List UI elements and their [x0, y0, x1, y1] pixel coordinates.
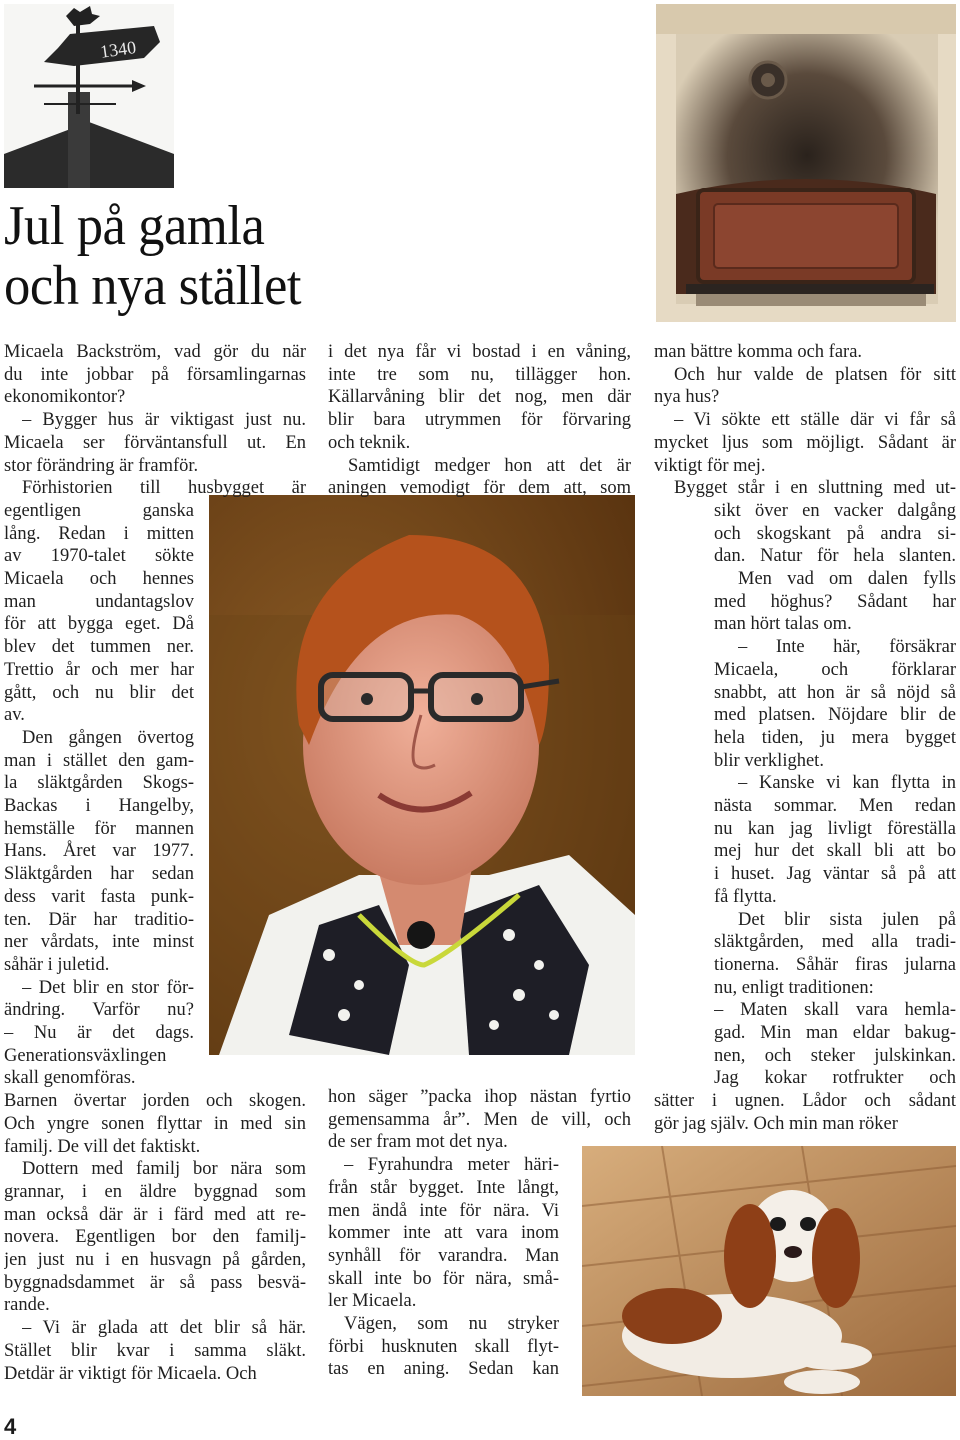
text-line: – Vi är glada att det blir så här. [22, 1318, 306, 1339]
weathervane-photo [4, 4, 174, 188]
text-line: Stället blir kvar i samma släkt. [4, 1340, 306, 1361]
text-line: gått, och nu blir det [4, 682, 194, 703]
text-line: – Bygger hus är viktigast just nu. [22, 410, 306, 431]
text-line: jen just nu i en husvagn på gården, [4, 1250, 306, 1270]
text-line: ten. Där har traditio- [4, 909, 194, 930]
text-line: Micaela och hennes [4, 569, 194, 589]
text-line: Barnen övertar jorden och skogen. [4, 1091, 306, 1112]
text-line: gör jag själv. Och min man röker [654, 1113, 898, 1134]
text-line: sikt över en vacker dalgång [714, 500, 956, 521]
weathervane-year: 1340 [98, 37, 138, 62]
text-line: familj. De vill det faktiskt. [4, 1136, 201, 1157]
text-line: egentligen ganska [4, 500, 194, 521]
text-line: Men vad om dalen fylls [738, 569, 956, 589]
text-line: rande. [4, 1295, 50, 1316]
text-line: ekonomikontor? [4, 387, 126, 408]
text-line: och skogskant på andra si- [714, 523, 956, 544]
text-line: sätter i ugnen. Lådor och sådant [654, 1091, 956, 1112]
text-line: ändring. Varför nu? [4, 1000, 194, 1021]
text-line: Förhistorien till husbygget är [22, 478, 306, 499]
dog-photo [582, 1146, 956, 1396]
text-line: hon säger ”packa ihop nästan fyrtio [328, 1087, 631, 1107]
text-line: stor förändring är framför. [4, 455, 199, 476]
text-line: lång. Redan i mitten [4, 523, 194, 544]
text-line: Micaela, och förklarar [714, 659, 956, 680]
text-line: Vägen, som nu stryker [344, 1314, 559, 1334]
text-line: du inte jobbar på församlingarnas [4, 364, 306, 385]
text-line: hela tiden, ju mera bygget [714, 727, 956, 748]
text-line: nen, och steker julskinkan. [714, 1045, 956, 1066]
text-line: blev det tummen ner. [4, 637, 194, 658]
text-line: nästa sommar. Men redan [714, 796, 956, 816]
article-headline [4, 196, 399, 316]
text-line: grannar, i en äldre byggnad som [4, 1181, 306, 1202]
text-line: – Maten skall vara hemla- [714, 1000, 956, 1021]
text-line: Och hur valde de platsen för sitt [674, 364, 956, 385]
text-line: Generationsväxlingen [4, 1045, 167, 1066]
text-line: synhåll för varandra. Man [328, 1245, 559, 1266]
text-line: aningen vemodigt för dem att, som [328, 478, 631, 499]
text-line: dan. Natur för hela slanten. [714, 546, 956, 567]
text-line: Hans. Året var 1977. [4, 841, 194, 862]
text-line: mycket ljus som möjligt. Sådant är [654, 432, 956, 453]
text-line: Det blir sista julen på [738, 909, 956, 930]
text-line: från står bygget. Inte långt, [328, 1177, 559, 1198]
text-line: ner vårdats, inte minst [4, 932, 194, 953]
text-line: nu kan jag livligt föreställa [714, 818, 956, 839]
text-line: Samtidigt medger hon att det är [348, 455, 631, 476]
text-line: Backas i Hangelby, [4, 796, 194, 816]
text-line: Den gången övertog [22, 727, 194, 748]
headline-line-1: Jul på gamla [4, 195, 265, 257]
text-line: tas en aning. Sedan kan [328, 1359, 559, 1380]
text-line: nya hus? [654, 387, 720, 408]
text-line: blir verklighet. [714, 750, 824, 771]
text-line: – Det blir en stor för- [22, 977, 194, 998]
text-line: Micaela Backström, vad gör du när [4, 342, 306, 362]
text-line: snabbt, att hon är så nöjd så [714, 682, 956, 703]
text-line: och teknik. [328, 432, 411, 453]
text-line: i det nya får vi bostad i en våning, [328, 342, 631, 362]
text-line: ler Micaela. [328, 1291, 417, 1312]
text-line: kommer inte att vara inom [328, 1223, 559, 1244]
text-line: hemställe för mannen [4, 818, 194, 839]
text-line: la släktgården Skogs- [4, 773, 194, 794]
text-line: Trettio år och mer har [4, 659, 194, 680]
portrait-photo [209, 495, 635, 1055]
text-line: – Fyrahundra meter häri- [344, 1155, 559, 1176]
text-line: Släktgården har sedan [4, 864, 194, 885]
text-line: Micaela ser förväntansfull ut. En [4, 432, 306, 453]
headline-line-2: och nya stället [4, 255, 301, 317]
text-line: Och yngre sonen flyttar in med sin [4, 1113, 306, 1134]
text-line: i huset. Jag väntar så på att [714, 864, 956, 885]
text-line: viktigt för mej. [654, 455, 766, 476]
text-line: man bättre komma och fara. [654, 342, 863, 362]
text-line: skall genomföras. [4, 1068, 136, 1089]
text-line: gemensamma år”. Men de vill, och [328, 1109, 631, 1130]
bake-oven-photo [656, 4, 956, 322]
text-line: av 1970-talet sökte [4, 546, 194, 567]
text-line: gad. Min man eldar bakug- [714, 1023, 956, 1043]
text-line: såhär i juletid. [4, 954, 110, 975]
text-line: mej hur det skall bli att bo [714, 841, 956, 862]
text-line: dess varit fasta punk- [4, 886, 194, 907]
text-line: med höghus? Sådant har [714, 591, 956, 612]
text-line: få flytta. [714, 886, 777, 907]
text-line: tionerna. Såhär firas jularna [714, 954, 956, 975]
text-line: de ser fram mot det nya. [328, 1132, 508, 1153]
text-line: byggnadsdammet är så pass besvä- [4, 1272, 306, 1293]
text-line: nu, enligt traditionen: [714, 977, 874, 998]
text-line: för att bygga eget. Då [4, 614, 194, 635]
text-line: man hört talas om. [714, 614, 852, 635]
text-line: – Nu är det dags. [4, 1023, 194, 1043]
text-line: förbi husknuten skall flyt- [328, 1336, 559, 1357]
text-line: novera. Egentligen bor den familj- [4, 1227, 306, 1248]
text-line: man i stället den gam- [4, 750, 194, 771]
text-line: av. [4, 705, 25, 726]
text-line: Jag kokar rotfrukter och [714, 1068, 956, 1089]
text-line: Detdär är viktigt för Micaela. Och [4, 1363, 257, 1384]
text-line: man också där är i färd med att re- [4, 1204, 306, 1225]
text-line: blir bara utrymmen för förvaring [328, 410, 631, 431]
page-number: 4 [4, 1414, 17, 1439]
text-line: släktgården, med alla tradi- [714, 932, 956, 953]
text-line: Bygget står i en sluttning med ut- [674, 478, 956, 499]
text-line: med platsen. Nöjdare blir de [714, 705, 956, 726]
text-line: – Vi sökte ett ställe där vi får så [674, 410, 956, 431]
text-line: Dottern med familj bor nära som [22, 1159, 306, 1180]
text-line: – Kanske vi kan flytta in [738, 773, 956, 794]
text-line: man undantagslov [4, 591, 194, 612]
text-line: Källarvåning blir det nog, men där [328, 387, 631, 408]
text-line: skall inte bo för nära, små- [328, 1268, 559, 1289]
text-line: men ändå inte för nära. Vi [328, 1200, 559, 1221]
text-line: inte tre som nu, tillägger hon. [328, 364, 631, 385]
text-line: – Inte här, försäkrar [738, 637, 956, 658]
